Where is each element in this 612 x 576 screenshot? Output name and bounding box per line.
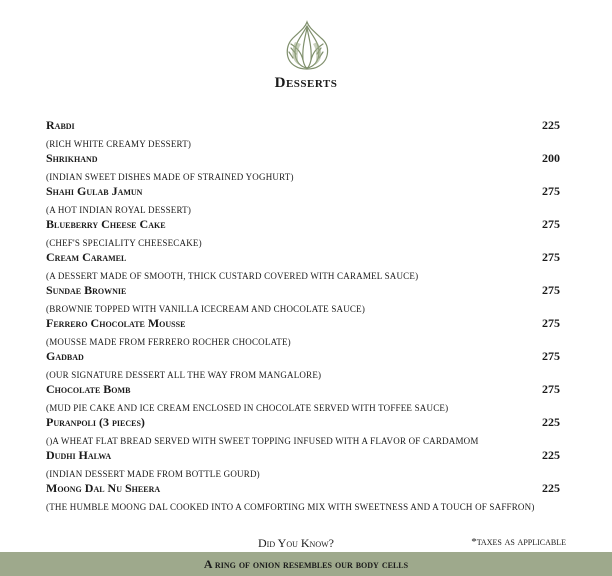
item-name: Shrikhand (46, 151, 98, 165)
item-description: ()A WHEAT FLAT BREAD SERVED WITH SWEET TOPPING INFUSED WITH A FLAVOR OF CARDAMOM (46, 436, 479, 446)
did-you-know-label: Did You Know? (258, 536, 334, 550)
item-price: 275 (542, 316, 560, 330)
item-description: (INDIAN DESSERT MADE FROM BOTTLE GOURD) (46, 469, 260, 479)
menu-item (46, 283, 560, 316)
menu-item (46, 481, 560, 514)
item-description: (RICH WHITE CREAMY DESSERT) (46, 139, 192, 149)
taxes-note: *taxes as applicable (471, 536, 566, 548)
menu-item (46, 250, 560, 283)
item-description: (A DESSERT MADE OF SMOOTH, THICK CUSTARD COVERED WITH CARAMEL SAUCE) (46, 271, 419, 281)
item-price: 200 (542, 151, 560, 165)
menu-item (46, 316, 560, 349)
menu-item (46, 217, 560, 250)
item-price: 275 (542, 382, 560, 396)
item-name: Dudhi Halwa (46, 448, 112, 462)
item-description: (A HOT INDIAN ROYAL DESSERT) (46, 205, 192, 215)
menu-list (46, 118, 560, 514)
item-price: 225 (542, 118, 560, 132)
menu-item (46, 382, 560, 415)
item-name: Blueberry Cheese Cake (46, 217, 166, 231)
fact-banner: A ring of onion resembles our body cells (0, 552, 612, 576)
item-description: (BROWNIE TOPPED WITH VANILLA ICECREAM AND CHOCOLATE SAUCE) (46, 304, 366, 314)
menu-item (46, 118, 560, 151)
item-name: Chocolate Bomb (46, 382, 131, 396)
item-name: Puranpoli (3 pieces) (46, 415, 145, 429)
item-name: Ferrero Chocolate Mousse (46, 316, 186, 330)
item-name: Shahi Gulab Jamun (46, 184, 143, 198)
item-name: Gadbad (46, 349, 84, 363)
item-price: 275 (542, 250, 560, 264)
item-name: Moong Dal Nu Sheera (46, 481, 161, 495)
item-name: Rabdi (46, 118, 75, 132)
menu-item (46, 349, 560, 382)
menu-item (46, 448, 560, 481)
item-description: (OUR SIGNATURE DESSERT ALL THE WAY FROM MANGALORE) (46, 370, 322, 380)
item-price: 275 (542, 184, 560, 198)
item-price: 275 (542, 283, 560, 297)
item-description: (MOUSSE MADE FROM FERRERO ROCHER CHOCOLATE) (46, 337, 291, 347)
onion-icon (277, 18, 337, 74)
item-price: 225 (542, 448, 560, 462)
item-price: 225 (542, 415, 560, 429)
section-title: Desserts (274, 75, 338, 91)
item-name: Sundae Brownie (46, 283, 127, 297)
item-description: (INDIAN SWEET DISHES MADE OF STRAINED YOGHURT) (46, 172, 294, 182)
item-description: (MUD PIE CAKE AND ICE CREAM ENCLOSED IN CHOCOLATE SERVED WITH TOFFEE SAUCE) (46, 403, 449, 413)
menu-item (46, 151, 560, 184)
menu-item (46, 184, 560, 217)
menu-item (46, 415, 560, 448)
item-description: (CHEF'S SPECIALITY CHEESECAKE) (46, 238, 202, 248)
item-price: 225 (542, 481, 560, 495)
item-description: (THE HUMBLE MOONG DAL COOKED INTO A COMFORTING MIX WITH SWEETNESS AND A TOUCH OF SAFFRON) (46, 502, 535, 512)
item-name: Cream Caramel (46, 250, 127, 264)
item-price: 275 (542, 349, 560, 363)
item-price: 275 (542, 217, 560, 231)
